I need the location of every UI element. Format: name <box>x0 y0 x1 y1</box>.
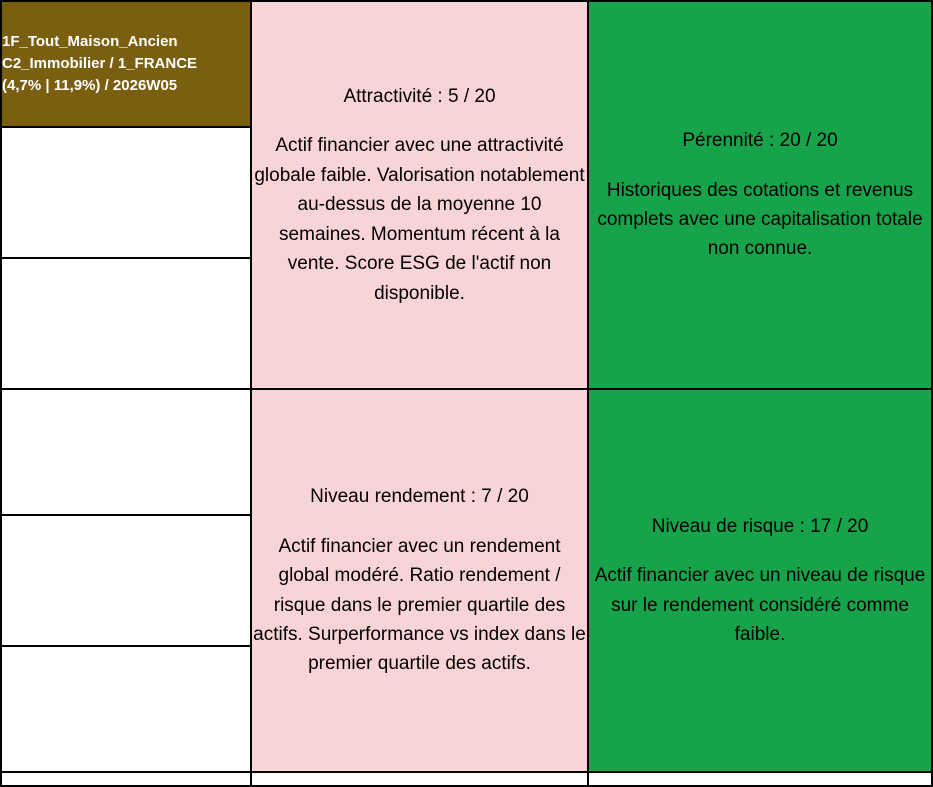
asset-name-line1: 1F_Tout_Maison_Ancien <box>2 33 178 51</box>
blank-cell-3 <box>1 389 251 515</box>
table-row-bottom <box>1 772 932 786</box>
risque-title: Niveau de risque : 17 / 20 <box>651 515 869 537</box>
bottom-cell-2 <box>251 772 588 786</box>
table-row <box>1 1 932 127</box>
blank-cell-4 <box>1 515 251 646</box>
rendement-title: Niveau rendement : 7 / 20 <box>310 486 529 508</box>
attractivite-title: Attractivité : 5 / 20 <box>343 85 496 107</box>
rendement-cell <box>251 389 588 772</box>
attractivite-description: Actif financier avec une attractivité globale faible. Valorisation notablement au-dessus de la moyenne 10 semaines. Momentum récent à la vente. Score ESG de l'actif non disponible. <box>254 135 585 304</box>
blank-cell-2 <box>1 258 251 389</box>
asset-name-line3: (4,7% | 11,9%) / 2026W05 <box>2 76 178 94</box>
blank-cell-5 <box>1 646 251 772</box>
risque-cell <box>588 389 932 772</box>
perennite-description: Historiques des cotations et revenus complets avec une capitalisation totale non connue. <box>597 179 923 260</box>
perennite-cell <box>588 1 932 389</box>
asset-header-cell <box>1 1 251 127</box>
bottom-cell-3 <box>588 772 932 786</box>
perennite-title: Pérennité : 20 / 20 <box>682 130 838 152</box>
rendement-description: Actif financier avec un rendement global modéré. Ratio rendement / risque dans le premier quartile des actifs. Surperformance vs index dans le premier quartile des actifs. <box>253 535 586 675</box>
table-row <box>1 389 932 515</box>
risque-description: Actif financier avec un niveau de risque sur le rendement considéré comme faible. <box>594 565 926 645</box>
bottom-cell-1 <box>1 772 251 786</box>
blank-cell-1 <box>1 127 251 258</box>
asset-name-line2: C2_Immobilier / 1_FRANCE <box>2 55 198 73</box>
attractivite-cell <box>251 1 588 389</box>
